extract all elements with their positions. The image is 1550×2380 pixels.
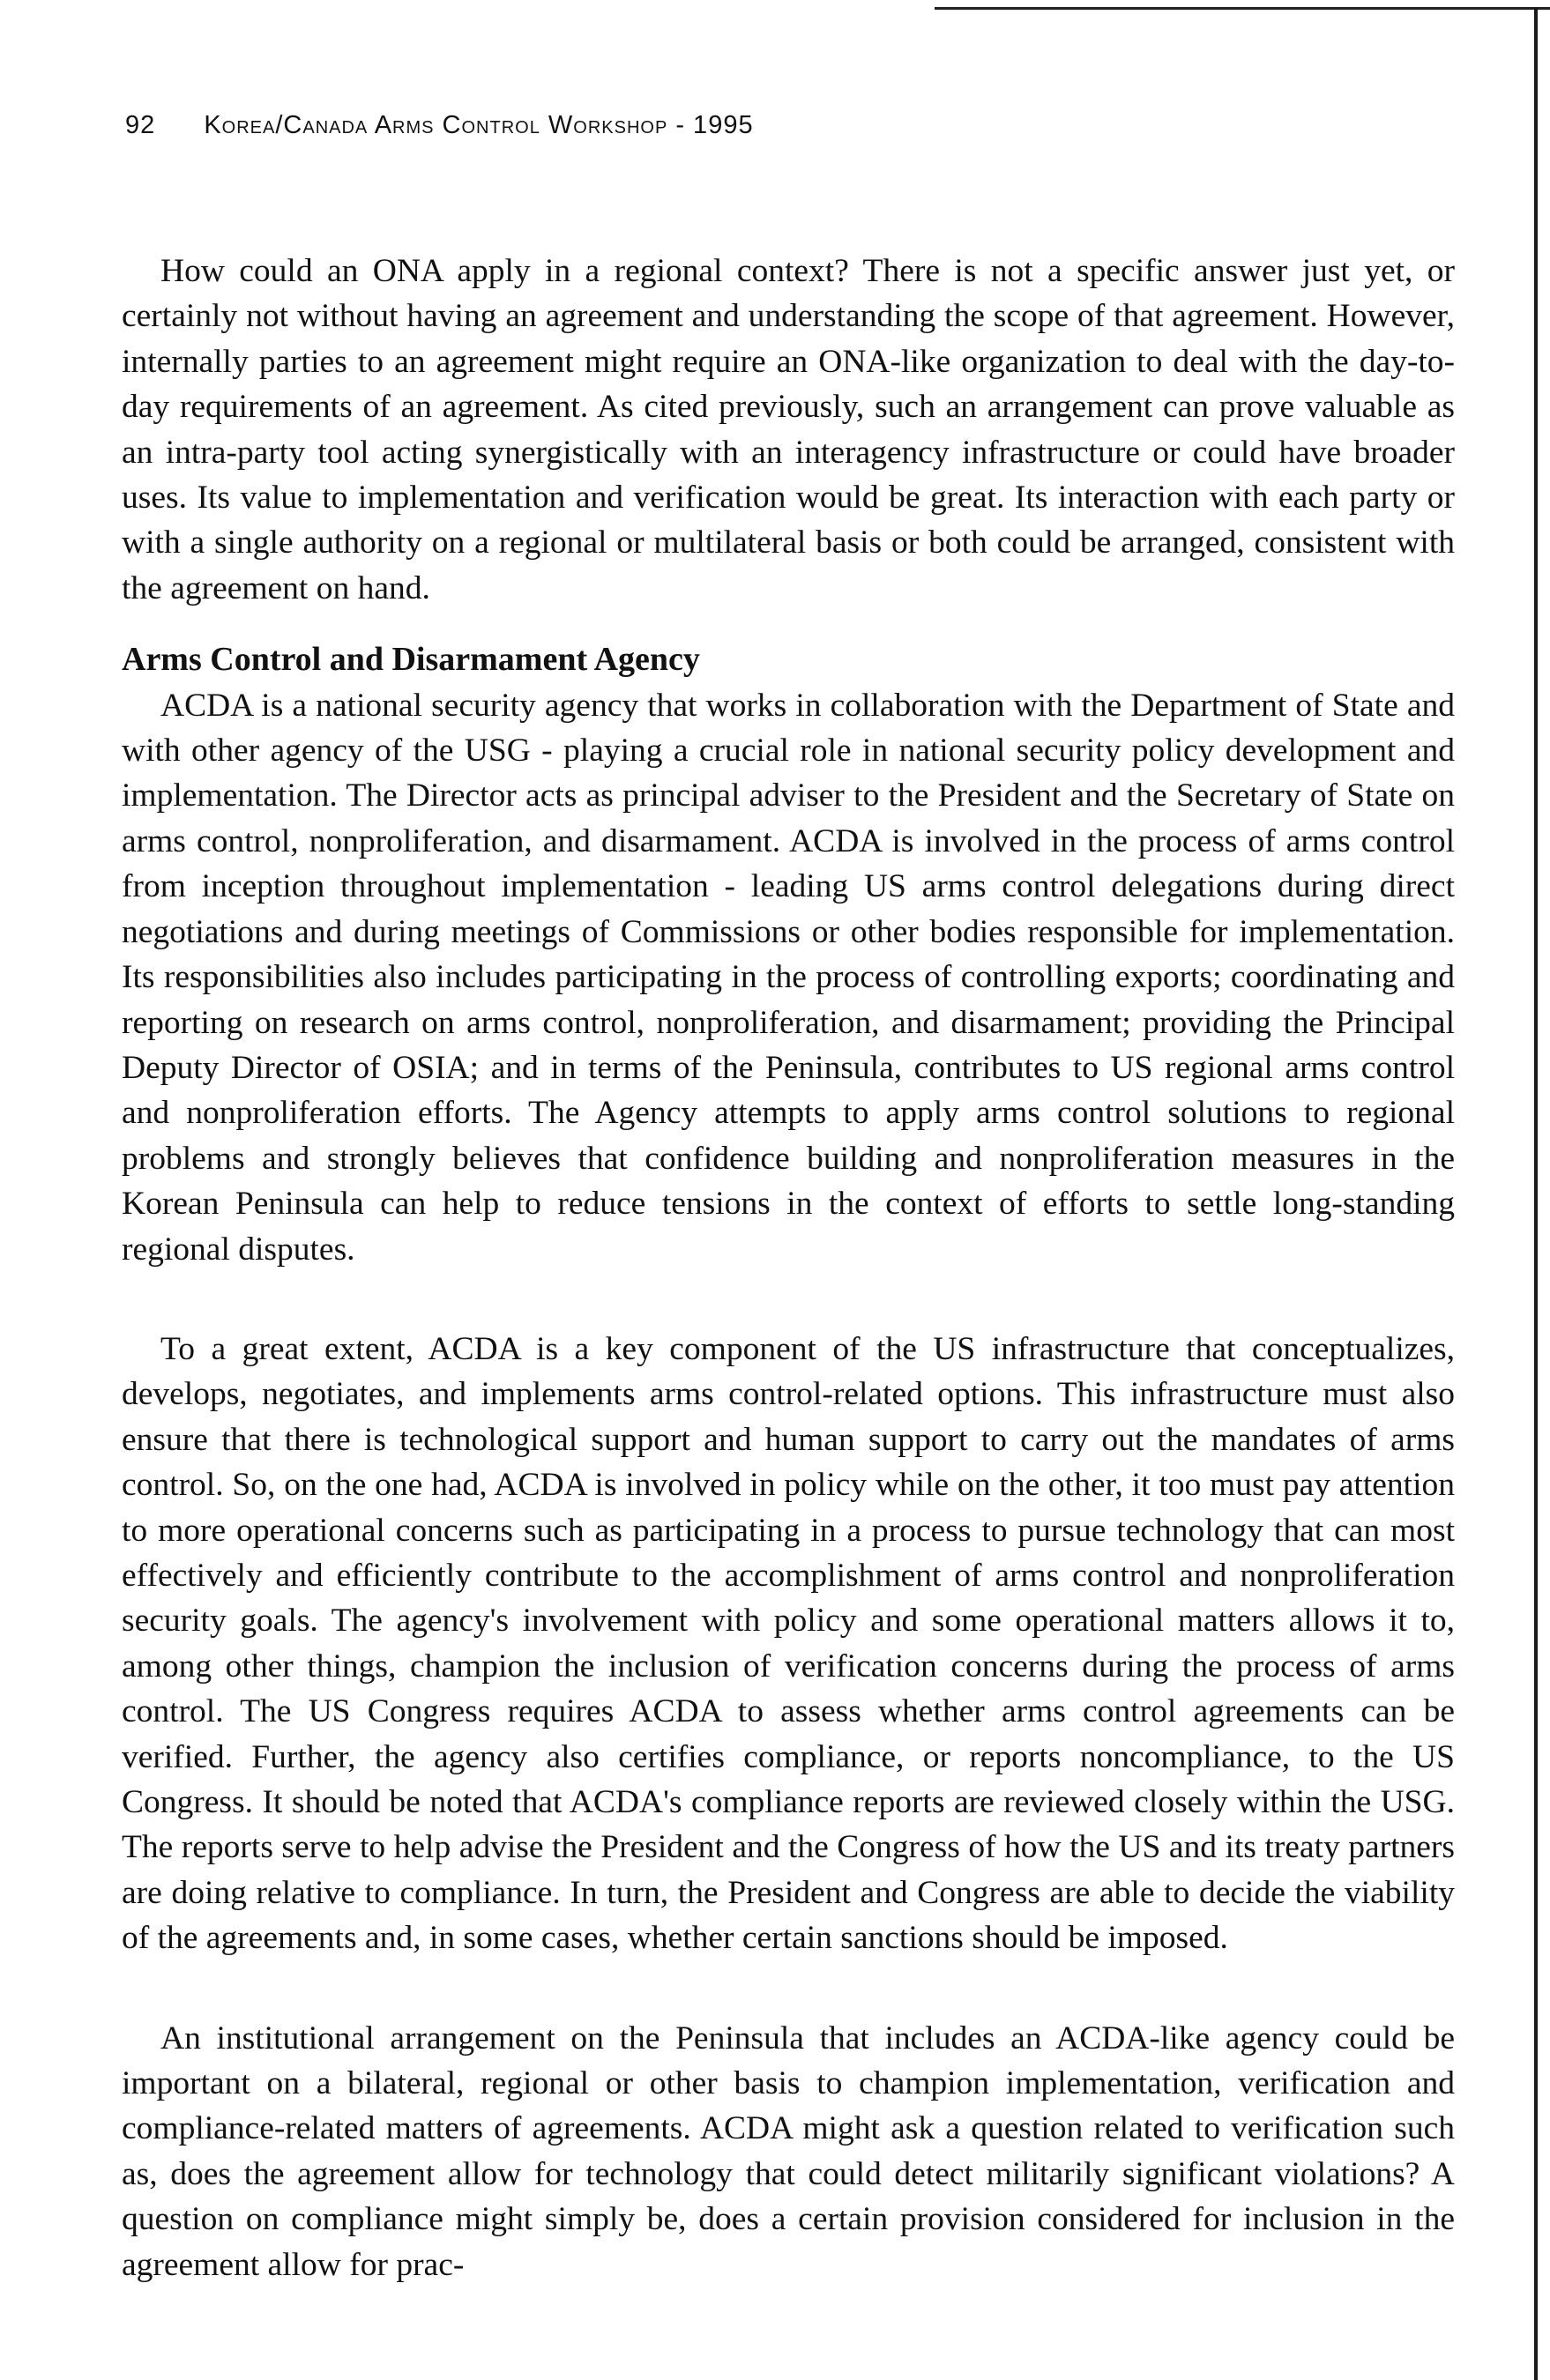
paragraph-ona-regional: How could an ONA apply in a regional context? There is not a specific answer just yet, or certainly not without having an agreement and understanding the scope of that agreement. However, internally parties to an agreement might require an ONA-like organization to deal with the day-to-day requirements of an agreement. As cited previously, such an arrangement can prove valuable as an intra-party tool acting synergistically with an interagency infrastructure or could have broader uses. Its value to implementation and verification would be great. Its interaction with each party or with a single authority on a regional or multilateral basis or both could be arranged, consistent with the agreement on hand. <box>122 253 1455 606</box>
page-number: 92 <box>125 111 156 139</box>
page-header <box>125 111 754 140</box>
paragraph-institutional-arrangement: An institutional arrangement on the Peninsula that includes an ACDA-like agency could be important on a bilateral, regional or other basis to champion implementation, verification and compliance-related matters of agreements. ACDA might ask a question related to verification such as, does the agreement allow for technology that could detect militarily significant violations? A question on compliance might simply be, does a certain provision considered for inclusion in the agreement allow for prac- <box>122 2019 1455 2283</box>
top-scan-rule <box>935 7 1550 10</box>
paragraph-acda-infrastructure: To a great extent, ACDA is a key component of the US infrastructure that conceptualizes, develops, negotiates, and implements arms control-related options. This infrastructure must also ensure that there is technological support and human support to carry out the mandates of arms control. So, on the one had, ACDA is involved in policy while on the other, it too must pay attention to more operational concerns such as participating in a process to pursue technology that can most effectively and efficiently contribute to the accomplishment of arms control and nonproliferation security goals. The agency's involvement with policy and some operational matters allows it to, among other things, champion the inclusion of verification concerns during the process of arms control. The US Congress requires ACDA to assess whether arms control agreements can be verified. Further, the agency also certifies compliance, or reports noncompliance, to the US Congress. It should be noted that ACDA's compliance reports are reviewed closely within the USG. The reports serve to help advise the President and the Congress of how the US and its treaty partners are doing relative to compliance. In turn, the President and Congress are able to decide the viability of the agreements and, in some cases, whether certain sanctions should be imposed. <box>122 1330 1455 1957</box>
running-title: Korea/Canada Arms Control Workshop - 1995 <box>204 111 754 139</box>
right-scan-edge <box>1534 7 1538 2380</box>
page-body <box>122 249 1455 2287</box>
paragraph-acda-overview: ACDA is a national security agency that works in collaboration with the Department of State and with other agency of the USG - playing a crucial role in national security policy development and implementation. The Director acts as principal adviser to the President and the Secretary of State on arms control, nonproliferation, and disarmament. ACDA is involved in the process of arms control from inception throughout implementation - leading US arms control delegations during direct negotiations and during meetings of Commissions or other bodies responsible for implementation. Its responsibilities also includes participating in the process of controlling exports; coordinating and reporting on research on arms control, nonproliferation, and disarmament; providing the Principal Deputy Director of OSIA; and in terms of the Peninsula, contributes to US regional arms control and nonproliferation efforts. The Agency attempts to apply arms control solutions to regional problems and strongly believes that confidence building and nonproliferation measures in the Korean Peninsula can help to reduce tensions in the context of efforts to settle long-standing regional disputes. <box>122 687 1455 1268</box>
section-heading: Arms Control and Disarmament Agency <box>122 641 700 679</box>
